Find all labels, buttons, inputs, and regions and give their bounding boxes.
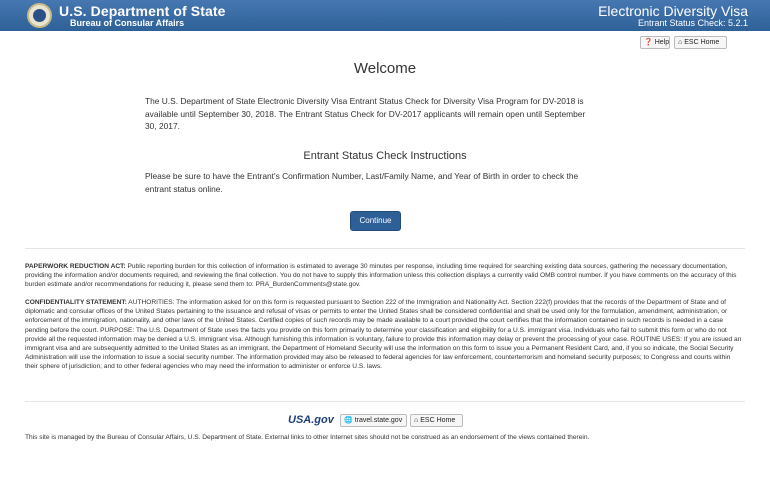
- app-version: Entrant Status Check: 5.2.1: [637, 18, 748, 28]
- department-seal-icon: [27, 3, 52, 28]
- app-title: Electronic Diversity Visa: [598, 3, 748, 19]
- footer-esc-home-label: ESC Home: [420, 417, 456, 424]
- agency-name: U.S. Department of State: [59, 3, 226, 19]
- travel-button-label: travel.state.gov: [354, 417, 403, 424]
- footer-note: This site is managed by the Bureau of Consular Affairs, U.S. Department of State. External links to other Internet sites should not be construed as an endorsement of the views contained therein.: [25, 434, 590, 441]
- divider: [25, 248, 745, 249]
- instructions-text: Please be sure to have the Entrant's Confirmation Number, Last/Family Name, and Year of Birth in order to check the entrant status online.: [145, 171, 579, 194]
- travel-state-gov-button[interactable]: [340, 414, 407, 427]
- home-icon: ⌂: [678, 39, 683, 46]
- page-title: Welcome: [353, 60, 417, 77]
- help-button[interactable]: [640, 36, 670, 49]
- instructions-title: Entrant Status Check Instructions: [303, 150, 467, 162]
- confidentiality-statement: [25, 298, 745, 372]
- intro-text: The U.S. Department of State Electronic Diversity Visa Entrant Status Check for Diversity Visa Program for DV-2018 is available until September 30, 2018. The Entrant Status Check for DV-2017 applicants will remain open until September 30, 2017.: [145, 96, 586, 131]
- home-icon: ⌂: [414, 417, 419, 424]
- globe-icon: 🌐: [344, 417, 353, 424]
- confidentiality-heading: CONFIDENTIALITY STATEMENT:: [25, 299, 127, 306]
- agency-subtitle: Bureau of Consular Affairs: [70, 18, 185, 28]
- paperwork-heading: PAPERWORK REDUCTION ACT:: [25, 263, 126, 270]
- footer-esc-home-button[interactable]: [410, 414, 463, 427]
- usa-gov-logo-text: USA.gov: [288, 414, 334, 426]
- paperwork-text: Public reporting burden for this collection of information is estimated to average 30 minutes per response, including time required for searching existing data sources, gathering the necessary documentation, providing the information and/or documents required, and reviewing the final collection. You do not have to supply this information unless this collection displays a currently valid OMB control number. If you have comments on the accuracy of this burden estimate and/or recommendations for reducing it, please send them to: PRA_BurdenComments@state.gov.: [25, 263, 737, 289]
- paperwork-reduction-act: [25, 262, 745, 290]
- continue-button[interactable]: Continue: [350, 211, 401, 231]
- site-header: [0, 0, 770, 31]
- esc-home-button[interactable]: [674, 36, 727, 49]
- help-button-label: Help: [654, 39, 670, 46]
- confidentiality-text: AUTHORITIES: The information asked for on this form is requested pursuant to Section 222 of the Immigration and Nationality Act. Section 222(f) provides that the records of the Department of State and of diplomatic and consular offices of the United States pertaining to the issuance and refusal of visas or permits to enter the United States shall be considered confidential and shall be used only for the formulation, amendment, administration, or enforcement of the immigration, nationality, and other laws of the United States. Certified copies of such records may be made available to a court provided the court certifies that the information contained in such records is needed in a case pending before the court. PURPOSE: The U.S. Department of State uses the facts you provide on this form primarily to determine your classification and eligibility for a U.S. immigrant visa. Individuals who fail to submit this form or who do not provide all the requested information may be denied a U.S. immigrant visa. Although furnishing this information is voluntary, failure to provide this information may delay or prevent the processing of your case. ROUTINE USES: If you are issued an immigrant visa and are subsequently admitted to the United States as an immigrant, the Department of Homeland Security will use the information on this form to issue you a Permanent Resident Card, and, if you so indicate, the Social Security Administration will use the information to issue a social security number. The information provided may also be released to federal agencies for law enforcement, counterterrorism and homeland security purposes; to Congress and courts within their sphere of jurisdiction; and to other federal agencies who may need the information to administer or enforce U.S. laws.: [25, 299, 742, 371]
- esc-home-button-label: ESC Home: [684, 39, 720, 46]
- divider: [25, 401, 745, 402]
- usa-gov-logo[interactable]: [288, 414, 334, 426]
- question-circle-icon: ❓: [644, 39, 653, 46]
